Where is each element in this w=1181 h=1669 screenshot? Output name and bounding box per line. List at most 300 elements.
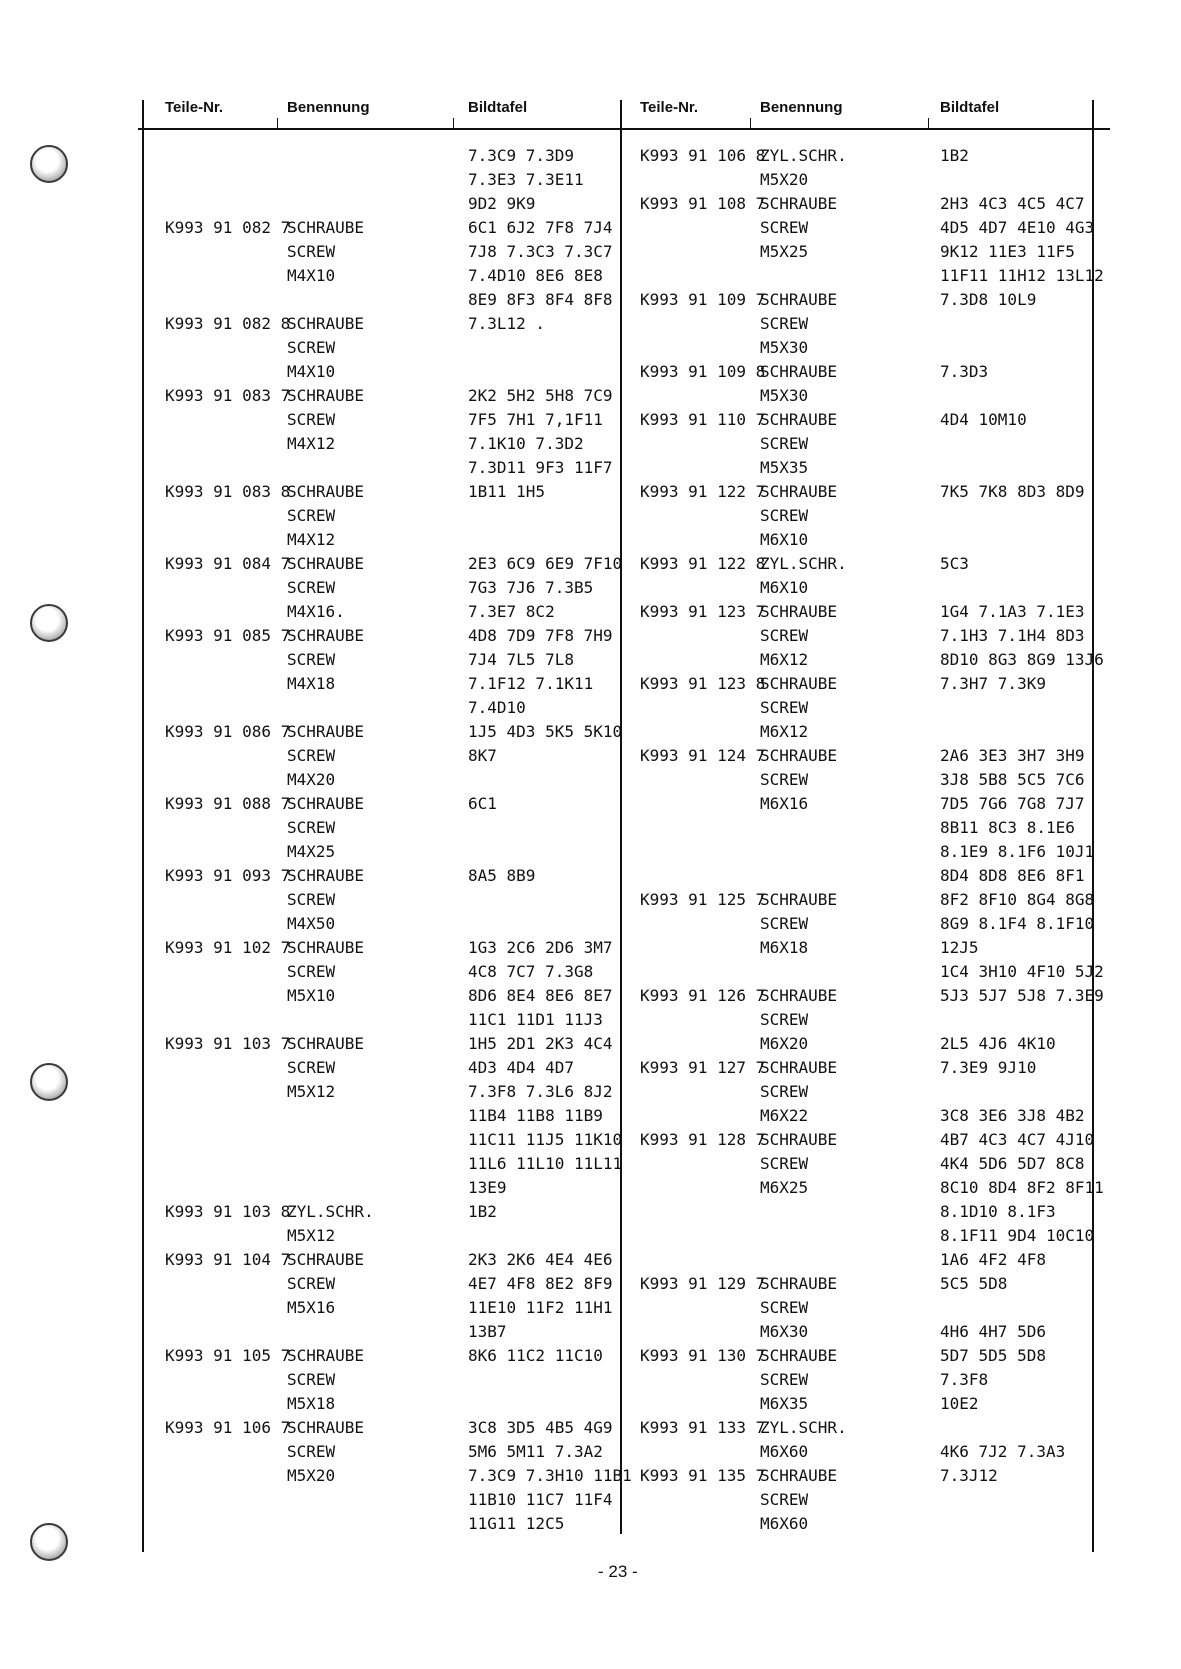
- right-bildtafel-cell: 8D10 8G3 8G9 13J6: [940, 650, 1104, 669]
- left-partno-cell: [165, 960, 290, 984]
- left-bildtafel-cell: 8E9 8F3 8F4 8F8: [468, 290, 613, 309]
- left-bildtafel-cell: 1H5 2D1 2K3 4C4: [468, 1034, 613, 1053]
- left-partno-cell: K993 91 105 7: [165, 1346, 291, 1365]
- left-partno-cell: [165, 888, 290, 912]
- right-bildtafel-cell: [940, 432, 1104, 456]
- left-name-cell: [287, 1104, 374, 1128]
- left-name-cell: SCHRAUBE: [287, 314, 365, 333]
- right-name-cell: M6X22: [760, 1106, 809, 1125]
- right-partno-cell: K993 91 108 7: [640, 194, 766, 213]
- left-bildtafel-cell: 2E3 6C9 6E9 7F10: [468, 554, 623, 573]
- left-name-cell: SCREW: [287, 410, 336, 429]
- right-name-cell: SCHRAUBE: [760, 1466, 838, 1485]
- left-name-cell: [287, 1176, 374, 1200]
- left-name-cell: M4X12: [287, 434, 336, 453]
- header-benennung-right: Benennung: [760, 99, 843, 116]
- right-partno-cell: [640, 264, 765, 288]
- right-name-cell: SCHRAUBE: [760, 1130, 838, 1149]
- left-partno-cell: K993 91 083 7: [165, 386, 291, 405]
- right-partno-cell: K993 91 130 7: [640, 1346, 766, 1365]
- left-name-cell: SCREW: [287, 1370, 336, 1389]
- left-bildtafel-cell: 7.3C9 7.3D9: [468, 146, 574, 165]
- right-name-cell: ZYL.SCHR.: [760, 146, 847, 165]
- header-bildtafel-right: Bildtafel: [940, 99, 1000, 116]
- left-bildtafel-cell: 8K6 11C2 11C10: [468, 1346, 603, 1365]
- right-partno-cell: [640, 456, 765, 480]
- left-partno-cell: [165, 1008, 290, 1032]
- left-partno-cell: K993 91 103 8: [165, 1202, 291, 1221]
- left-partno-cell: [165, 1464, 290, 1488]
- left-partno-cell: [165, 240, 290, 264]
- right-partno-cell: [640, 216, 765, 240]
- left-name-cell: SCHRAUBE: [287, 1034, 365, 1053]
- right-name-cell: SCHRAUBE: [760, 674, 838, 693]
- left-name-cell: [287, 456, 374, 480]
- right-name-cell: M6X60: [760, 1442, 809, 1461]
- left-name-cell: ZYL.SCHR.: [287, 1202, 374, 1221]
- right-partno-cell: [640, 960, 765, 984]
- right-partno-cell: K993 91 129 7: [640, 1274, 766, 1293]
- right-bildtafel-cell: [940, 1296, 1104, 1320]
- left-bildtafel-cell: 7F5 7H1 7,1F11: [468, 410, 603, 429]
- left-partno-cell: [165, 432, 290, 456]
- left-partno-cell: [165, 672, 290, 696]
- left-partno-column: [165, 144, 290, 1536]
- right-partno-cell: [640, 936, 765, 960]
- left-name-cell: [287, 1320, 374, 1344]
- left-bildtafel-cell: [468, 1224, 632, 1248]
- left-bildtafel-cell: 1B2: [468, 1202, 497, 1221]
- right-partno-cell: [640, 576, 765, 600]
- left-partno-cell: [165, 912, 290, 936]
- right-bildtafel-cell: 7.3H7 7.3K9: [940, 674, 1046, 693]
- left-bildtafel-cell: 8A5 8B9: [468, 866, 536, 885]
- right-name-cell: SCHRAUBE: [760, 890, 838, 909]
- punch-hole: [30, 604, 68, 642]
- right-partno-cell: K993 91 109 8: [640, 362, 766, 381]
- left-bildtafel-cell: 11E10 11F2 11H1: [468, 1298, 613, 1317]
- left-partno-cell: [165, 576, 290, 600]
- right-partno-cell: [640, 768, 765, 792]
- left-bildtafel-cell: 3C8 3D5 4B5 4G9: [468, 1418, 613, 1437]
- left-partno-cell: [165, 1272, 290, 1296]
- left-bildtafel-cell: 7.1F12 7.1K11: [468, 674, 594, 693]
- left-name-cell: M4X12: [287, 530, 336, 549]
- left-partno-cell: K993 91 082 7: [165, 218, 291, 237]
- right-bildtafel-cell: 8B11 8C3 8.1E6: [940, 818, 1075, 837]
- left-name-cell: M4X18: [287, 674, 336, 693]
- right-name-cell: M6X30: [760, 1322, 809, 1341]
- page-number: - 23 -: [598, 1562, 638, 1581]
- left-partno-cell: [165, 1056, 290, 1080]
- left-partno-cell: [165, 744, 290, 768]
- right-bildtafel-cell: 4D5 4D7 4E10 4G3: [940, 218, 1095, 237]
- header-tick: [750, 118, 751, 128]
- left-bildtafel-cell: 4D3 4D4 4D7: [468, 1058, 574, 1077]
- left-bildtafel-cell: 11G11 12C5: [468, 1514, 565, 1533]
- left-name-cell: SCHRAUBE: [287, 1250, 365, 1269]
- right-name-cell: M6X10: [760, 578, 809, 597]
- left-bildtafel-cell: 13E9: [468, 1178, 507, 1197]
- right-bildtafel-cell: [940, 528, 1104, 552]
- right-name-cell: M6X12: [760, 722, 809, 741]
- right-partno-cell: K993 91 109 7: [640, 290, 766, 309]
- left-name-cell: M5X20: [287, 1466, 336, 1485]
- right-name-cell: [760, 840, 847, 864]
- left-bildtafel-cell: 7.1K10 7.3D2: [468, 434, 584, 453]
- right-partno-cell: K993 91 123 7: [640, 602, 766, 621]
- left-name-cell: SCREW: [287, 962, 336, 981]
- right-partno-cell: K993 91 128 7: [640, 1130, 766, 1149]
- right-partno-cell: [640, 696, 765, 720]
- right-partno-cell: K993 91 125 7: [640, 890, 766, 909]
- left-partno-cell: K993 91 106 7: [165, 1418, 291, 1437]
- right-bildtafel-cell: 3J8 5B8 5C5 7C6: [940, 770, 1085, 789]
- right-bildtafel-cell: 7.1H3 7.1H4 8D3: [940, 626, 1085, 645]
- right-partno-cell: K993 91 110 7: [640, 410, 766, 429]
- left-partno-cell: [165, 768, 290, 792]
- right-bildtafel-cell: 3C8 3E6 3J8 4B2: [940, 1106, 1085, 1125]
- left-bildtafel-cell: [468, 768, 632, 792]
- left-name-cell: SCREW: [287, 890, 336, 909]
- right-partno-column: [640, 144, 765, 1536]
- right-name-cell: SCREW: [760, 1490, 809, 1509]
- right-name-cell: SCREW: [760, 218, 809, 237]
- left-bildtafel-cell: 1B11 1H5: [468, 482, 546, 501]
- right-partno-cell: [640, 504, 765, 528]
- left-name-cell: SCHRAUBE: [287, 1418, 365, 1437]
- left-name-cell: SCREW: [287, 650, 336, 669]
- right-partno-cell: [640, 1248, 765, 1272]
- right-name-cell: SCREW: [760, 698, 809, 717]
- left-partno-cell: K993 91 102 7: [165, 938, 291, 957]
- left-partno-cell: [165, 600, 290, 624]
- left-bildtafel-cell: 4C8 7C7 7.3G8: [468, 962, 594, 981]
- right-name-cell: SCHRAUBE: [760, 1058, 838, 1077]
- left-bildtafel-cell: 1J5 4D3 5K5 5K10: [468, 722, 623, 741]
- left-bildtafel-cell: 7.4D10 8E6 8E8: [468, 266, 603, 285]
- left-partno-cell: [165, 648, 290, 672]
- left-name-cell: SCREW: [287, 506, 336, 525]
- right-bildtafel-cell: [940, 168, 1104, 192]
- right-name-cell: SCHRAUBE: [760, 482, 838, 501]
- left-name-cell: SCHRAUBE: [287, 554, 365, 573]
- left-name-cell: SCHRAUBE: [287, 482, 365, 501]
- right-name-cell: SCREW: [760, 506, 809, 525]
- right-name-cell: SCHRAUBE: [760, 410, 838, 429]
- left-bildtafel-cell: 6C1: [468, 794, 497, 813]
- left-bildtafel-cell: 7.3E3 7.3E11: [468, 170, 584, 189]
- right-bildtafel-cell: 7K5 7K8 8D3 8D9: [940, 482, 1085, 501]
- right-bildtafel-cell: 12J5: [940, 938, 979, 957]
- left-name-cell: [287, 192, 374, 216]
- header-tick: [928, 118, 929, 128]
- right-partno-cell: [640, 168, 765, 192]
- right-name-cell: SCREW: [760, 914, 809, 933]
- right-bildtafel-cell: 2H3 4C3 4C5 4C7: [940, 194, 1085, 213]
- left-name-cell: [287, 1128, 374, 1152]
- right-bildtafel-cell: 11F11 11H12 13L12: [940, 266, 1104, 285]
- right-bildtafel-cell: 2L5 4J6 4K10: [940, 1034, 1056, 1053]
- right-partno-cell: [640, 864, 765, 888]
- left-name-cell: M4X20: [287, 770, 336, 789]
- header-rule: [138, 128, 1110, 130]
- left-partno-cell: [165, 1128, 290, 1152]
- right-bildtafel-column: [940, 144, 1104, 1512]
- header-benennung-left: Benennung: [287, 99, 370, 116]
- right-bildtafel-cell: 10E2: [940, 1394, 979, 1413]
- right-bildtafel-cell: 7D5 7G6 7G8 7J7: [940, 794, 1085, 813]
- right-bildtafel-cell: [940, 696, 1104, 720]
- left-name-cell: SCREW: [287, 1442, 336, 1461]
- left-bildtafel-cell: 7.3L12 .: [468, 314, 546, 333]
- left-name-cell: [287, 696, 374, 720]
- left-partno-cell: [165, 816, 290, 840]
- left-bildtafel-cell: 1G3 2C6 2D6 3M7: [468, 938, 613, 957]
- punch-hole: [30, 1523, 68, 1561]
- header-bildtafel-left: Bildtafel: [468, 99, 528, 116]
- right-name-cell: SCREW: [760, 626, 809, 645]
- right-name-cell: M5X30: [760, 338, 809, 357]
- left-partno-cell: [165, 1392, 290, 1416]
- right-name-cell: [760, 816, 847, 840]
- left-bildtafel-cell: 2K2 5H2 5H8 7C9: [468, 386, 613, 405]
- left-partno-cell: K993 91 082 8: [165, 314, 291, 333]
- right-partno-cell: [640, 1392, 765, 1416]
- right-bildtafel-cell: 2A6 3E3 3H7 3H9: [940, 746, 1085, 765]
- right-partno-cell: [640, 1320, 765, 1344]
- right-name-cell: M6X25: [760, 1178, 809, 1197]
- left-partno-cell: [165, 360, 290, 384]
- left-partno-cell: K993 91 083 8: [165, 482, 291, 501]
- right-name-cell: SCHRAUBE: [760, 986, 838, 1005]
- right-bildtafel-cell: 9K12 11E3 11F5: [940, 242, 1075, 261]
- right-partno-cell: [640, 312, 765, 336]
- right-bildtafel-cell: 7.3D8 10L9: [940, 290, 1037, 309]
- left-bildtafel-cell: [468, 840, 632, 864]
- right-partno-cell: [640, 648, 765, 672]
- left-partno-cell: K993 91 085 7: [165, 626, 291, 645]
- right-bildtafel-cell: 8F2 8F10 8G4 8G8: [940, 890, 1095, 909]
- header-teile-nr-right: Teile-Nr.: [640, 99, 699, 116]
- left-bildtafel-cell: 13B7: [468, 1322, 507, 1341]
- left-name-cell: SCHRAUBE: [287, 626, 365, 645]
- right-name-column: [760, 144, 847, 1536]
- left-partno-cell: [165, 264, 290, 288]
- right-bildtafel-cell: [940, 1008, 1104, 1032]
- left-partno-cell: [165, 336, 290, 360]
- left-name-cell: [287, 1488, 374, 1512]
- right-partno-cell: [640, 432, 765, 456]
- left-name-cell: SCREW: [287, 1058, 336, 1077]
- left-name-cell: M4X10: [287, 362, 336, 381]
- left-name-cell: SCHRAUBE: [287, 386, 365, 405]
- right-name-cell: SCREW: [760, 314, 809, 333]
- punch-hole: [30, 1063, 68, 1101]
- left-bildtafel-cell: 11B4 11B8 11B9: [468, 1106, 603, 1125]
- left-name-cell: SCREW: [287, 242, 336, 261]
- left-name-cell: M5X12: [287, 1226, 336, 1245]
- right-bildtafel-cell: [940, 336, 1104, 360]
- right-name-cell: SCHRAUBE: [760, 290, 838, 309]
- left-partno-cell: K993 91 103 7: [165, 1034, 291, 1053]
- right-name-cell: SCREW: [760, 770, 809, 789]
- right-bildtafel-cell: 1G4 7.1A3 7.1E3: [940, 602, 1085, 621]
- right-partno-cell: [640, 336, 765, 360]
- left-partno-cell: [165, 456, 290, 480]
- right-partno-cell: [640, 1368, 765, 1392]
- right-partno-cell: [640, 1032, 765, 1056]
- right-partno-cell: K993 91 124 7: [640, 746, 766, 765]
- left-bildtafel-cell: [468, 888, 632, 912]
- right-bildtafel-cell: [940, 312, 1104, 336]
- left-name-column: [287, 144, 374, 1536]
- right-bildtafel-cell: 4K4 5D6 5D7 8C8: [940, 1154, 1085, 1173]
- left-bildtafel-cell: 7J4 7L5 7L8: [468, 650, 574, 669]
- right-bildtafel-cell: 8G9 8.1F4 8.1F10: [940, 914, 1095, 933]
- left-bildtafel-cell: 11C1 11D1 11J3: [468, 1010, 603, 1029]
- right-bildtafel-cell: 1C4 3H10 4F10 5J2: [940, 962, 1104, 981]
- right-name-cell: ZYL.SCHR.: [760, 554, 847, 573]
- left-bildtafel-cell: 11C11 11J5 11K10: [468, 1130, 623, 1149]
- right-name-cell: M5X30: [760, 386, 809, 405]
- left-name-cell: [287, 144, 374, 168]
- right-bildtafel-cell: [940, 1488, 1104, 1512]
- left-name-cell: SCHRAUBE: [287, 218, 365, 237]
- right-partno-cell: [640, 1080, 765, 1104]
- right-name-cell: SCHRAUBE: [760, 362, 838, 381]
- left-bildtafel-cell: [468, 1368, 632, 1392]
- right-name-cell: SCHRAUBE: [760, 194, 838, 213]
- right-name-cell: SCREW: [760, 1298, 809, 1317]
- left-name-cell: [287, 1152, 374, 1176]
- right-bildtafel-cell: 5C5 5D8: [940, 1274, 1008, 1293]
- right-partno-cell: [640, 840, 765, 864]
- left-partno-cell: [165, 1512, 290, 1536]
- left-bildtafel-cell: 4E7 4F8 8E2 8F9: [468, 1274, 613, 1293]
- right-partno-cell: [640, 816, 765, 840]
- right-bildtafel-cell: [940, 456, 1104, 480]
- right-partno-cell: K993 91 127 7: [640, 1058, 766, 1077]
- left-partno-cell: [165, 1440, 290, 1464]
- left-partno-cell: K993 91 084 7: [165, 554, 291, 573]
- left-name-cell: M4X50: [287, 914, 336, 933]
- right-name-cell: SCREW: [760, 1154, 809, 1173]
- right-name-cell: SCREW: [760, 1370, 809, 1389]
- right-name-cell: M5X35: [760, 458, 809, 477]
- right-name-cell: SCHRAUBE: [760, 746, 838, 765]
- right-bildtafel-cell: 7.3J12: [940, 1466, 998, 1485]
- left-name-cell: SCHRAUBE: [287, 1346, 365, 1365]
- left-bildtafel-cell: [468, 912, 632, 936]
- right-name-cell: [760, 960, 847, 984]
- left-name-cell: SCREW: [287, 818, 336, 837]
- right-partno-cell: [640, 1152, 765, 1176]
- left-partno-cell: K993 91 086 7: [165, 722, 291, 741]
- left-partno-cell: K993 91 093 7: [165, 866, 291, 885]
- right-name-cell: M6X12: [760, 650, 809, 669]
- left-partno-cell: [165, 840, 290, 864]
- left-partno-cell: [165, 288, 290, 312]
- left-partno-cell: [165, 1224, 290, 1248]
- right-name-cell: [760, 1224, 847, 1248]
- right-bildtafel-cell: 8.1F11 9D4 10C10: [940, 1226, 1095, 1245]
- left-bildtafel-cell: 7.4D10: [468, 698, 526, 717]
- left-bildtafel-cell: [468, 504, 632, 528]
- right-bildtafel-cell: [940, 384, 1104, 408]
- left-bildtafel-cell: 11L6 11L10 11L11: [468, 1154, 623, 1173]
- right-name-cell: SCREW: [760, 1010, 809, 1029]
- left-name-cell: M5X10: [287, 986, 336, 1005]
- left-bildtafel-cell: 8K7: [468, 746, 497, 765]
- left-partno-cell: [165, 696, 290, 720]
- right-partno-cell: [640, 1488, 765, 1512]
- left-name-cell: SCHRAUBE: [287, 722, 365, 741]
- header-tick: [277, 118, 278, 128]
- right-bildtafel-cell: [940, 1416, 1104, 1440]
- left-bildtafel-cell: 5M6 5M11 7.3A2: [468, 1442, 603, 1461]
- left-bildtafel-cell: [468, 360, 632, 384]
- right-name-cell: SCHRAUBE: [760, 602, 838, 621]
- right-partno-cell: [640, 792, 765, 816]
- right-name-cell: SCREW: [760, 1082, 809, 1101]
- header-teile-nr-left: Teile-Nr.: [165, 99, 224, 116]
- right-name-cell: [760, 1248, 847, 1272]
- right-partno-cell: K993 91 122 7: [640, 482, 766, 501]
- right-name-cell: SCREW: [760, 434, 809, 453]
- left-name-cell: [287, 1008, 374, 1032]
- right-bildtafel-cell: 4D4 10M10: [940, 410, 1027, 429]
- right-partno-cell: [640, 1176, 765, 1200]
- left-bildtafel-cell: 4D8 7D9 7F8 7H9: [468, 626, 613, 645]
- right-name-cell: M6X18: [760, 938, 809, 957]
- left-name-cell: [287, 288, 374, 312]
- left-bildtafel-cell: 11B10 11C7 11F4: [468, 1490, 613, 1509]
- left-bildtafel-cell: 6C1 6J2 7F8 7J4: [468, 218, 613, 237]
- left-partno-cell: [165, 1488, 290, 1512]
- left-partno-cell: [165, 168, 290, 192]
- left-name-cell: SCHRAUBE: [287, 938, 365, 957]
- right-partno-cell: [640, 912, 765, 936]
- right-name-cell: [760, 864, 847, 888]
- right-bildtafel-cell: 8D4 8D8 8E6 8F1: [940, 866, 1085, 885]
- left-name-cell: SCREW: [287, 578, 336, 597]
- right-bildtafel-cell: [940, 504, 1104, 528]
- right-bildtafel-cell: 8C10 8D4 8F2 8F11: [940, 1178, 1104, 1197]
- left-name-cell: M5X18: [287, 1394, 336, 1413]
- left-partno-cell: [165, 1320, 290, 1344]
- left-partno-cell: [165, 1368, 290, 1392]
- left-name-cell: SCHRAUBE: [287, 866, 365, 885]
- right-partno-cell: K993 91 106 8: [640, 146, 766, 165]
- right-name-cell: M6X20: [760, 1034, 809, 1053]
- table-rule-left: [142, 100, 144, 1552]
- left-bildtafel-cell: 7.3F8 7.3L6 8J2: [468, 1082, 613, 1101]
- left-name-cell: M4X25: [287, 842, 336, 861]
- left-bildtafel-cell: [468, 1392, 632, 1416]
- left-partno-cell: [165, 1104, 290, 1128]
- right-partno-cell: K993 91 126 7: [640, 986, 766, 1005]
- right-name-cell: M6X16: [760, 794, 809, 813]
- right-name-cell: M6X60: [760, 1514, 809, 1533]
- left-bildtafel-column: [468, 144, 632, 1536]
- left-partno-cell: [165, 528, 290, 552]
- left-name-cell: M5X16: [287, 1298, 336, 1317]
- left-partno-cell: [165, 1080, 290, 1104]
- right-partno-cell: [640, 1224, 765, 1248]
- right-bildtafel-cell: [940, 720, 1104, 744]
- right-partno-cell: [640, 1200, 765, 1224]
